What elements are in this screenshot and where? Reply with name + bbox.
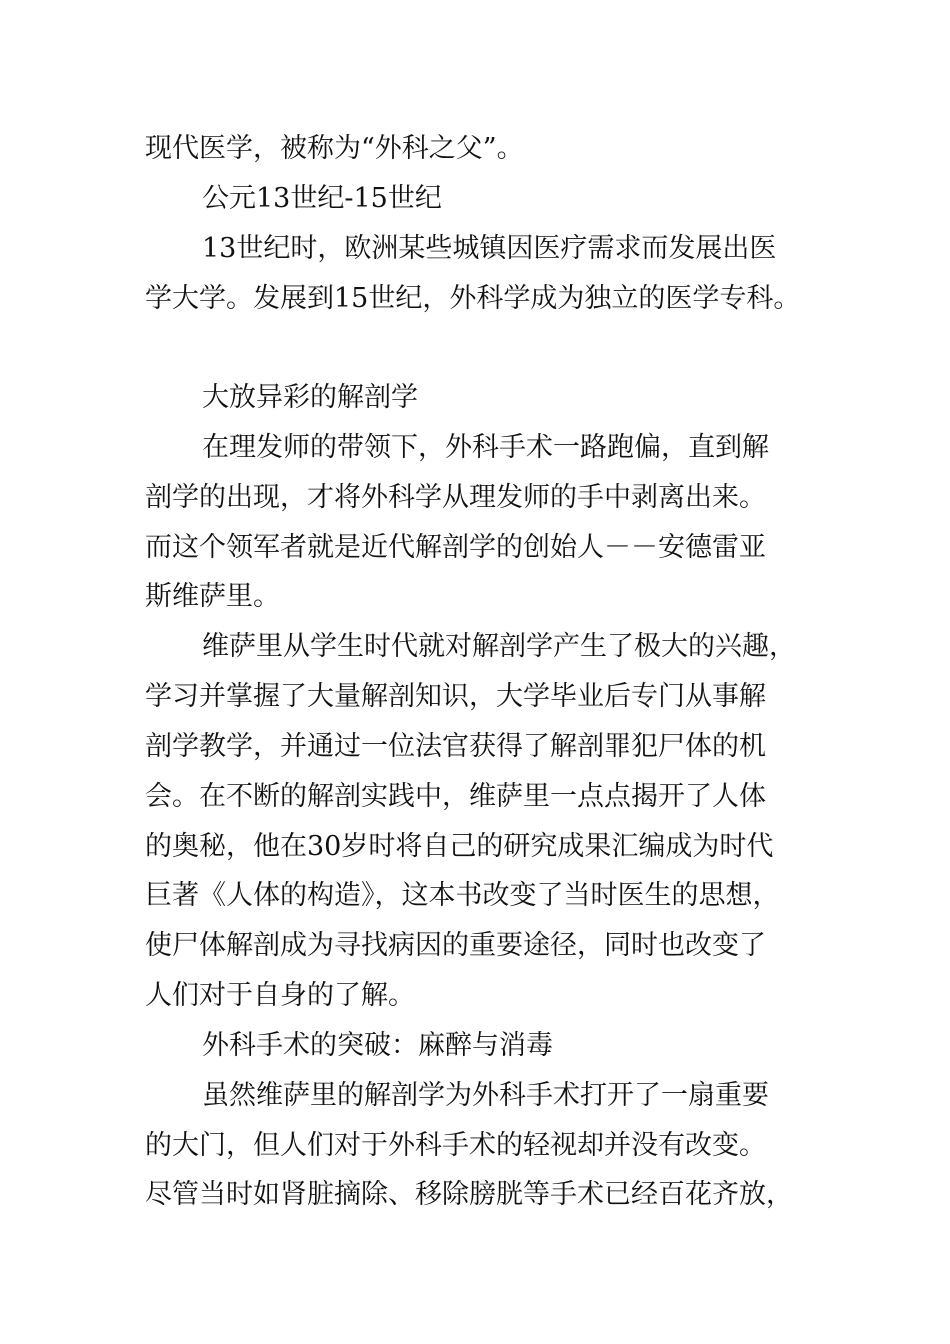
paragraph-line: 的大门，但人们对于外科手术的轻视却并没有改变。	[145, 1130, 766, 1161]
paragraph-line: 人们对于自身的了解。	[145, 980, 415, 1011]
section-heading: 大放异彩的解剖学	[202, 382, 418, 413]
paragraph-line: 虽然维萨里的解剖学为外科手术打开了一扇重要	[202, 1080, 769, 1111]
paragraph-line: 维萨里从学生时代就对解剖学产生了极大的兴趣，	[202, 631, 796, 662]
paragraph-line: 尽管当时如肾脏摘除、移除膀胱等手术已经百花齐放，	[145, 1179, 793, 1210]
paragraph-line: 斯维萨里。	[145, 581, 280, 612]
paragraph-line: 现代医学，被称为“外科之父”。	[145, 133, 524, 164]
paragraph-line: 学大学。发展到15世纪，外科学成为独立的医学专科。	[145, 283, 801, 314]
paragraph-line: 的奥秘，他在30岁时将自己的研究成果汇编成为时代	[145, 831, 774, 862]
paragraph-line: 会。在不断的解剖实践中，维萨里一点点揭开了人体	[145, 781, 766, 812]
paragraph-line: 13世纪时，欧洲某些城镇因医疗需求而发展出医	[202, 233, 777, 264]
paragraph-line: 学习并掌握了大量解剖知识，大学毕业后专门从事解	[145, 681, 766, 712]
paragraph-line: 巨著《人体的构造》，这本书改变了当时医生的思想，	[145, 880, 780, 911]
paragraph-line: 剖学教学，并通过一位法官获得了解剖罪犯尸体的机	[145, 731, 766, 762]
paragraph-line: 使尸体解剖成为寻找病因的重要途径，同时也改变了	[145, 930, 766, 961]
section-heading: 外科手术的突破：麻醉与消毒	[202, 1030, 553, 1061]
section-heading: 公元13世纪-15世纪	[202, 183, 442, 214]
paragraph-line: 而这个领军者就是近代解剖学的创始人－－安德雷亚	[145, 532, 766, 563]
paragraph-line: 剖学的出现，才将外科学从理发师的手中剥离出来。	[145, 482, 766, 513]
paragraph-line: 在理发师的带领下，外科手术一路跑偏，直到解	[202, 432, 769, 463]
